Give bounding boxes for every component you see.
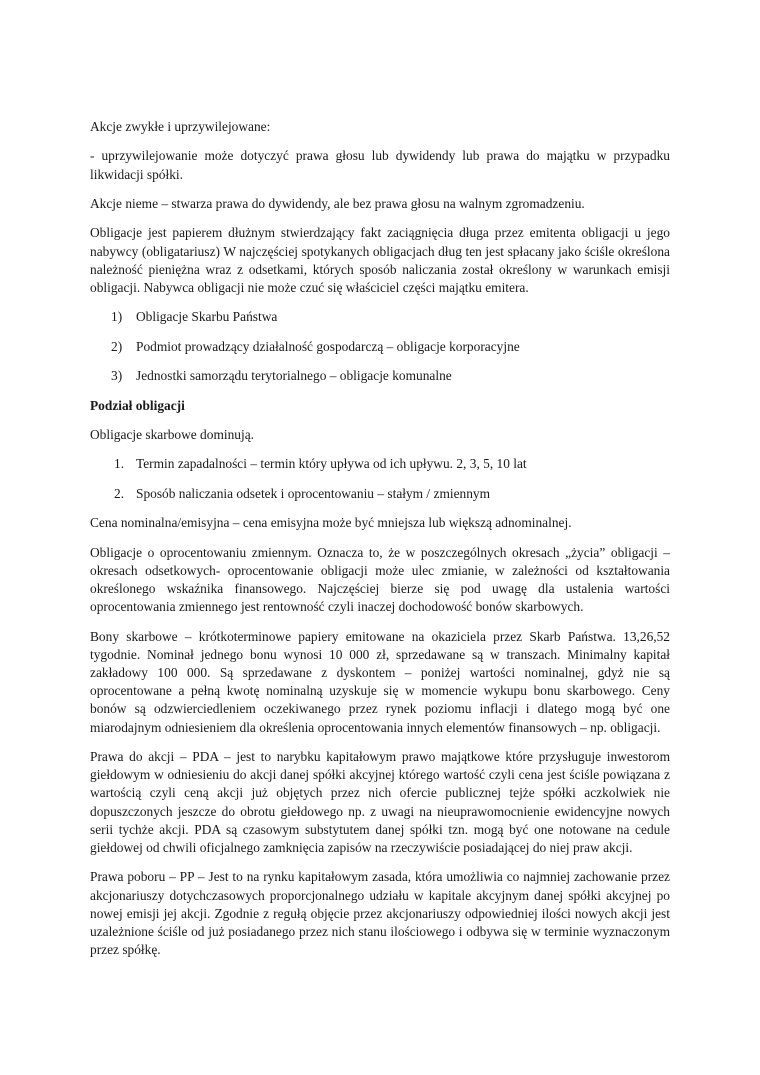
list-item-text: Sposób naliczania odsetek i oprocentowaniu – stałym / zmiennym: [136, 485, 491, 501]
paragraph-obligacje-definicja: Obligacje jest papierem dłużnym stwierdzający fakt zaciągnięcia długa przez emitenta obligacji u jego nabywcy (obligatariusz) W najczęściej spotykanych obligacjach dług ten jest spłacany jako ściśle określona należność pieniężna wraz z odsetkami, których sposób naliczania został określony w warunkach emisji obligacji. Nabywca obligacji nie może czuć się właściciel części majątku emitera.: [90, 225, 670, 295]
document-page: [90, 118, 670, 971]
paragraph-oprocentowanie-zmienne: Obligacje o oprocentowaniu zmiennym. Oznacza to, że w poszczególnych okresach „życia” obligacji –okresach odsetkowych- oprocentowanie obligacji może ulec zmianie, w zależności od kształtowania określonego wskaźnika finansowego. Najczęściej bierze się pod uwagę dla ustalenia wartości oprocentowania zmiennego jest rentowność czyli inaczej dochodowość bonów skarbowych.: [90, 544, 670, 615]
list-item: [90, 455, 670, 473]
paragraph-uprzywilejowanie: - uprzywilejowanie może dotyczyć prawa głosu lub dywidendy lub prawa do majątku w przypadku likwidacji spółki.: [90, 148, 670, 182]
list-podzial-obligacji: [90, 455, 670, 503]
paragraph-cena-nominalna: Cena nominalna/emisyjna – cena emisyjna może być mniejsza lub większą adnominalnej.: [90, 515, 572, 531]
list-item: [90, 485, 670, 503]
list-item-text: Obligacje Skarbu Państwa: [136, 309, 278, 325]
section-heading: Podział obligacji: [90, 397, 185, 413]
list-item-number: 2.: [114, 485, 125, 501]
list-item: [90, 367, 670, 385]
paragraph-obligacje-skarbowe: Obligacje skarbowe dominują.: [90, 426, 254, 442]
list-emitenci-obligacji: [90, 308, 670, 385]
list-item-text: Jednostki samorządu terytorialnego – obligacje komunalne: [136, 368, 452, 384]
paragraph-akcje-nieme: Akcje nieme – stwarza prawa do dywidendy, ale bez prawa głosu na walnym zgromadzeniu.: [90, 195, 585, 211]
list-item: [90, 338, 670, 356]
paragraph-akcje-zwykle: Akcje zwykłe i uprzywilejowane:: [90, 119, 271, 134]
paragraph-bony-skarbowe: Bony skarbowe – krótkoterminowe papiery emitowane na okaziciela przez Skarb Państwa. 13,26,52 tygodnie. Nominał jednego bonu wynosi 10 000 zł, sprzedawane są w transzach. Minimalny kapitał zakładowy 100 000. Są sprzedawane z dyskontem – poniżej wartości nominalnej, gdyż nie są oprocentowane a pełną kwotę nominalną uzyskuje się w momencie wykupu bonu skarbowego. Ceny bonów są odzwierciedleniem oczekiwanego przez rynek poziomu inflacji i dlatego mogą być one miarodajnym odniesieniem dla określenia oprocentowania innych elementów finansowych – np. obligacji.: [90, 628, 670, 735]
list-item: [90, 308, 670, 326]
list-item-number: 1): [111, 309, 123, 325]
list-item-number: 1.: [114, 456, 125, 472]
paragraph-prawa-do-akcji: Prawa do akcji – PDA – jest to narybku kapitałowym prawo majątkowe które przysługuje inwestorom giełdowym w odniesieniu do akcji danej spółki akcyjnej którego wartość czyli cena jest ściśle powiązana z wartością czyli ceną akcji już objętych przez nich ofercie publicznej tejże spółki aczkolwiek nie dopuszczonych jeszcze do obrotu giełdowego np. z uwagi na nieuprawomocnienie ewidencyjne nowych serii tychże akcji. PDA są czasowym substytutem danej spółki tzn. mogą być one notowane na cedule giełdowej od chwili oficjalnego zamknięcia zapisów na rzeczywiście posiadającej do niej praw akcji.: [90, 748, 670, 855]
list-item-number: 3): [111, 368, 123, 384]
list-item-text: Podmiot prowadzący działalność gospodarczą – obligacje korporacyjne: [136, 338, 520, 354]
list-item-text: Termin zapadalności – termin który upływa od ich upływu. 2, 3, 5, 10 lat: [136, 456, 527, 472]
paragraph-prawa-poboru: Prawa poboru – PP – Jest to na rynku kapitałowym zasada, która umożliwia co najmniej zachowanie przez akcjonariuszy dotychczasowych proporcjonalnego udziału w kapitale akcyjnym danej spółki akcyjnej po nowej emisji jej akcji. Zgodnie z regułą objęcie przez akcjonariuszy odpowiedniej ilości nowych akcji jest uzależnione ściśle od już posiadanego przez nich stanu ilościowego i odbywa się w terminie wyznaczonym przez spółkę.: [90, 869, 670, 958]
list-item-number: 2): [111, 338, 123, 354]
